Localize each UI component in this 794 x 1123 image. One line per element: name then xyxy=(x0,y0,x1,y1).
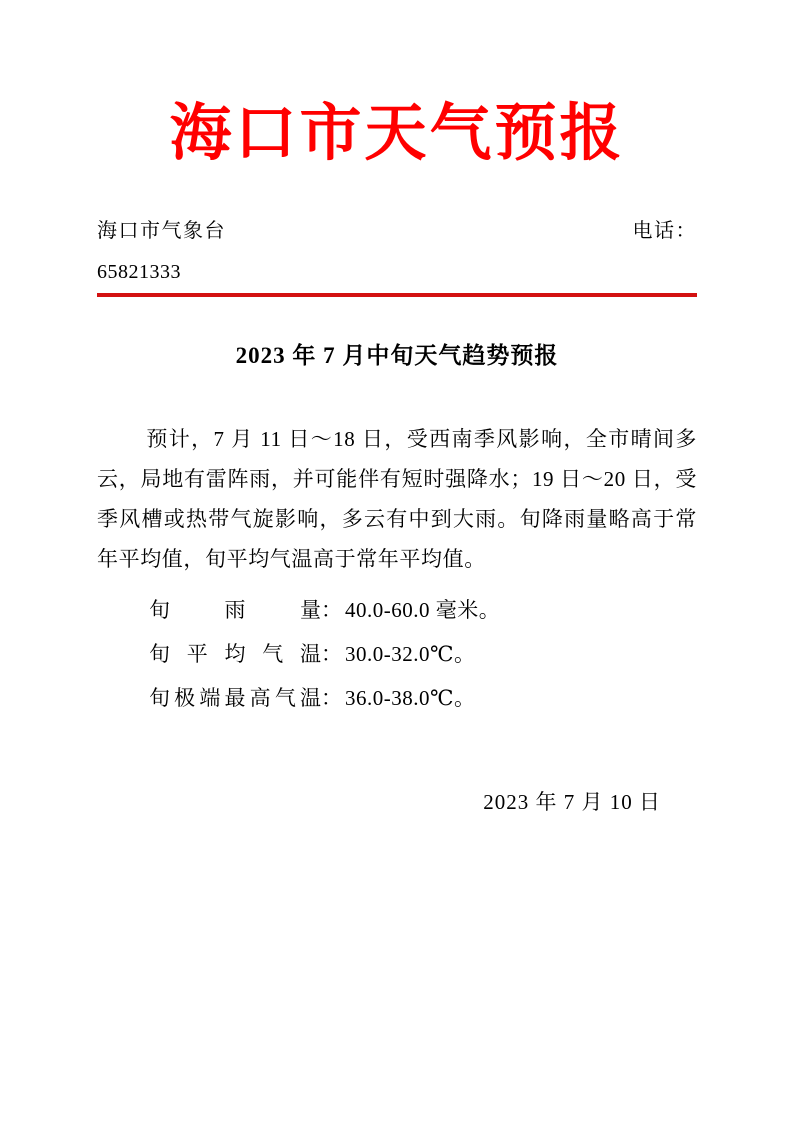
spec-row-avg-temp xyxy=(149,642,697,667)
spec-row-extreme-max-temp xyxy=(149,686,697,711)
document-title: 海口市天气预报 xyxy=(169,99,625,168)
spec-row-rainfall xyxy=(149,598,697,623)
forecast-paragraph: 预计，7 月 11 日～18 日，受西南季风影响，全市晴间多云，局地有雷阵雨，并可能伴有短时强降水；19 日～20 日，受季风槽或热带气旋影响，多云有中到大雨。旬降雨量略高于常年平均值，旬平均气温高于常年平均值。 xyxy=(97,427,697,571)
spec-value-rainfall: 40.0-60.0 毫米。 xyxy=(345,598,501,622)
spec-colon: ： xyxy=(321,686,342,710)
phone-label: 电话： xyxy=(632,220,697,242)
spec-label-extreme-max-temp: 旬极端最高气温 xyxy=(149,686,321,710)
phone-number: 65821333 xyxy=(97,261,181,283)
spec-colon: ： xyxy=(321,598,342,622)
spec-value-avg-temp: 30.0-32.0℃。 xyxy=(345,642,476,666)
spec-label-rainfall: 旬雨量 xyxy=(149,598,321,622)
header-divider-rule xyxy=(97,293,697,297)
spec-label-avg-temp: 旬平均气温 xyxy=(149,642,321,666)
header-meta-row xyxy=(97,218,697,244)
station-name: 海口市气象台 xyxy=(97,220,226,242)
spec-list xyxy=(97,598,697,711)
spec-value-extreme-max-temp: 36.0-38.0℃。 xyxy=(345,686,476,710)
report-heading: 2023 年 7 月中旬天气趋势预报 xyxy=(235,343,559,368)
spec-colon: ： xyxy=(321,642,342,666)
issue-date: 2023 年 7 月 10 日 xyxy=(483,790,661,814)
